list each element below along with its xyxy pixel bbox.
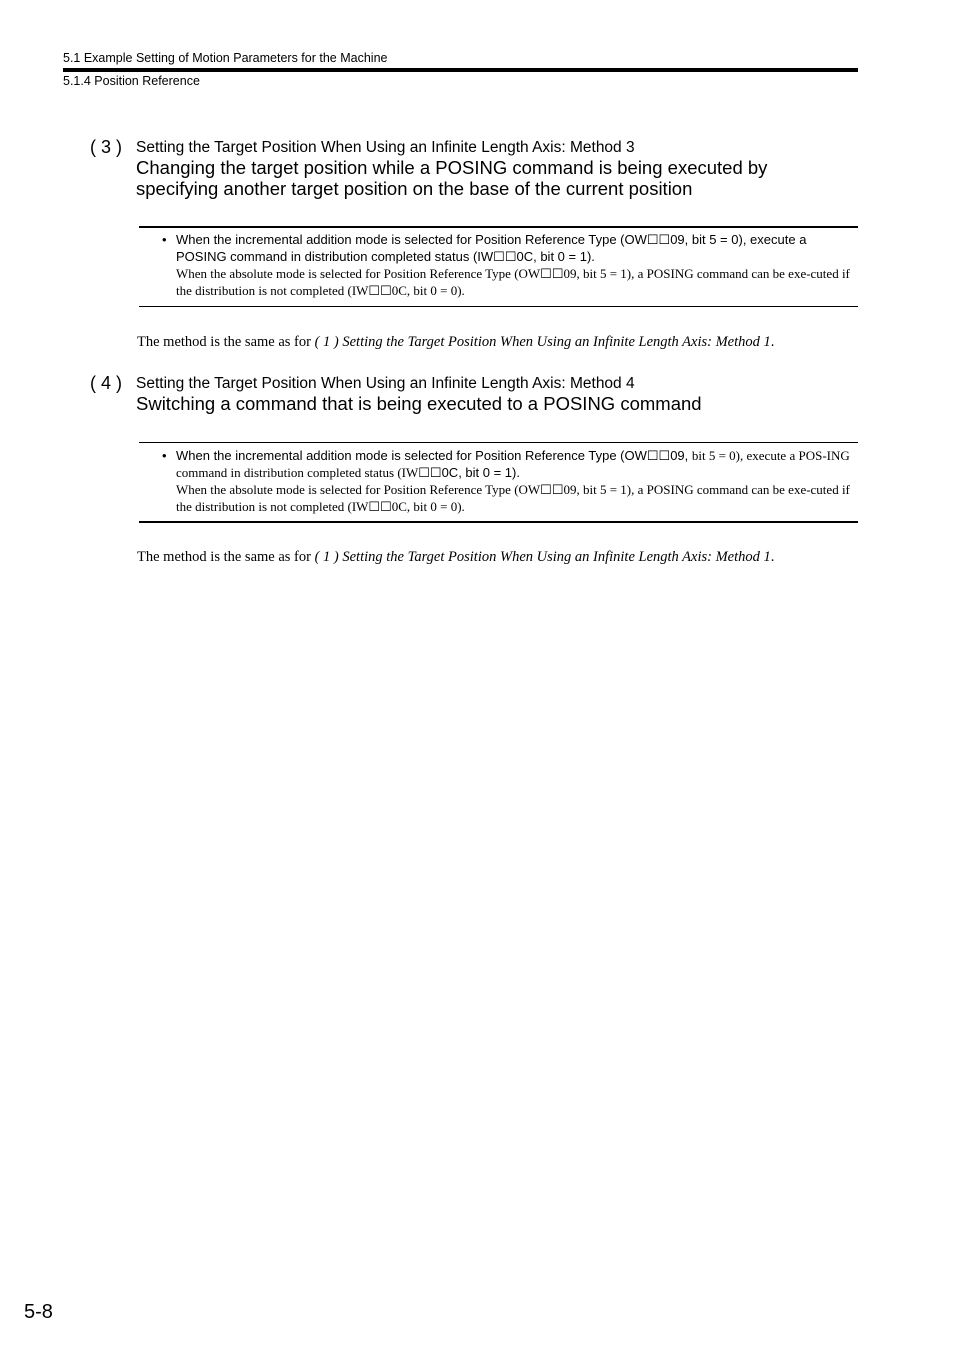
running-header-subsection: 5.1.4 Position Reference	[63, 74, 200, 88]
page-number: 5-8	[24, 1301, 53, 1323]
section-4-body-reference: ( 1 ) Setting the Target Position When Using an Infinite Length Axis: Method 1	[314, 549, 771, 565]
section-3-body-reference: ( 1 ) Setting the Target Position When Using an Infinite Length Axis: Method 1	[314, 334, 771, 350]
running-header-section: 5.1 Example Setting of Motion Parameters for the Machine	[63, 51, 388, 65]
section-4-body	[137, 548, 858, 566]
section-3-subtitle: Setting the Target Position When Using an Infinite Length Axis: Method 3	[136, 139, 635, 156]
section-3-body-prefix: The method is the same as for	[137, 334, 315, 350]
section-3-note-bottom-rule	[139, 306, 858, 307]
section-3-note	[176, 231, 858, 299]
section-4-subtitle: Setting the Target Position When Using an Infinite Length Axis: Method 4	[136, 375, 635, 392]
section-3-body	[137, 333, 858, 351]
section-4-note-bottom-rule	[139, 521, 858, 523]
section-4-body-prefix: The method is the same as for	[137, 549, 315, 565]
section-4-note-top-rule	[139, 442, 858, 443]
section-3-note-top-rule	[139, 226, 858, 228]
section-4-bullet-mark: •	[162, 448, 167, 463]
section-4-body-suffix: .	[770, 549, 775, 565]
section-3-number: ( 3 )	[90, 137, 123, 157]
section-3-title: Changing the target position while a POSING command is being executed by specifying another target position on the base of the current position	[136, 157, 768, 199]
header-rule	[63, 68, 858, 72]
section-4-note	[176, 447, 858, 515]
section-4-note-sentence-2: When the absolute mode is selected for Position Reference Type (OW☐☐09, bit 5 = 1), a POSING command can be exe-cuted if the distribution is not completed (IW☐☐0C, bit 0 = 0).	[176, 482, 850, 514]
section-3-bullet-mark: •	[162, 232, 167, 247]
section-3-note-sentence-1: When the incremental addition mode is selected for Position Reference Type (OW☐☐09, bit 5 = 0), execute a POSING command in distribution completed status (IW☐☐0C, bit 0 = 1).	[176, 232, 807, 264]
section-4-note-run-2: bit 5 = 0), execute a POS-ING command in distribution completed status (IW	[176, 448, 850, 480]
section-4-note-run-1: When the incremental addition mode is selected for Position Reference Type (OW☐☐09,	[176, 448, 692, 463]
section-4-note-run-3: ☐☐0C, bit 0 = 1).	[418, 465, 520, 480]
section-4-title: Switching a command that is being executed to a POSING command	[136, 393, 702, 414]
section-3-body-suffix: .	[770, 334, 775, 350]
section-4-number: ( 4 )	[90, 373, 123, 393]
section-3-note-sentence-2: When the absolute mode is selected for Position Reference Type (OW☐☐09, bit 5 = 1), a POSING command can be exe-cuted if the distribution is not completed (IW☐☐0C, bit 0 = 0).	[176, 266, 850, 298]
